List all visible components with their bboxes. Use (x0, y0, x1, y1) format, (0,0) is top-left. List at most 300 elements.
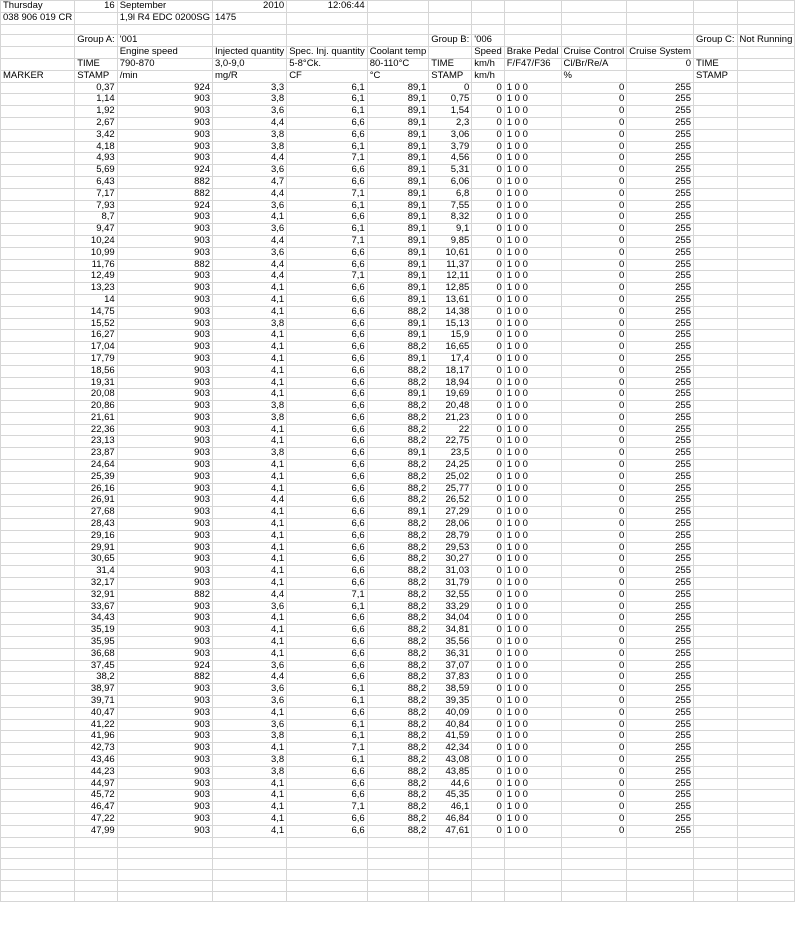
data-cell[interactable]: 0 (561, 436, 627, 448)
data-cell[interactable]: 88,2 (367, 342, 429, 354)
data-cell[interactable]: 255 (627, 460, 694, 472)
data-cell[interactable]: 1 0 0 (504, 589, 561, 601)
data-cell[interactable]: 12,11 (429, 271, 472, 283)
data-cell[interactable]: 903 (117, 212, 212, 224)
marker-cell[interactable] (1, 637, 75, 649)
data-cell[interactable]: 0 (561, 495, 627, 507)
header-cell[interactable] (472, 12, 504, 24)
data-cell[interactable]: 15,9 (429, 330, 472, 342)
empty-cell[interactable] (737, 869, 795, 880)
header-cell[interactable]: 5-8°Ck. (287, 58, 368, 70)
empty-cell[interactable] (504, 859, 561, 870)
data-cell[interactable]: 903 (117, 684, 212, 696)
data-cell[interactable]: 0 (561, 247, 627, 259)
data-cell[interactable]: 17,4 (429, 353, 472, 365)
data-cell[interactable]: 7,1 (287, 188, 368, 200)
data-cell[interactable]: 0 (472, 707, 504, 719)
data-cell[interactable]: 903 (117, 519, 212, 531)
data-cell[interactable]: 903 (117, 566, 212, 578)
empty-cell[interactable] (737, 460, 795, 472)
data-cell[interactable]: 0 (561, 637, 627, 649)
data-cell[interactable]: 4,1 (213, 802, 287, 814)
data-cell[interactable]: 0,75 (429, 94, 472, 106)
empty-cell[interactable] (737, 1, 795, 13)
empty-cell[interactable] (737, 294, 795, 306)
data-cell[interactable]: 34,04 (429, 613, 472, 625)
header-cell[interactable] (75, 24, 118, 35)
data-cell[interactable]: 6,6 (287, 483, 368, 495)
empty-cell[interactable] (472, 848, 504, 859)
data-cell[interactable]: 6,6 (287, 825, 368, 837)
data-cell[interactable]: 35,19 (75, 625, 118, 637)
empty-cell[interactable] (287, 880, 368, 891)
marker-cell[interactable] (1, 613, 75, 625)
data-cell[interactable]: 46,1 (429, 802, 472, 814)
data-cell[interactable]: 6,1 (287, 141, 368, 153)
data-cell[interactable]: 0 (472, 519, 504, 531)
data-cell[interactable]: 0 (472, 660, 504, 672)
data-cell[interactable]: 255 (627, 235, 694, 247)
marker-cell[interactable] (1, 790, 75, 802)
data-cell[interactable]: 5,31 (429, 165, 472, 177)
header-cell[interactable]: TIME (694, 58, 738, 70)
data-cell[interactable]: 903 (117, 94, 212, 106)
data-cell[interactable]: 9,1 (429, 224, 472, 236)
empty-cell[interactable] (287, 869, 368, 880)
data-cell[interactable]: 903 (117, 530, 212, 542)
data-cell[interactable]: 0 (561, 117, 627, 129)
data-cell[interactable]: 29,16 (75, 530, 118, 542)
data-cell[interactable]: 0 (472, 778, 504, 790)
data-cell[interactable]: 12,49 (75, 271, 118, 283)
data-cell[interactable]: 88,2 (367, 365, 429, 377)
data-cell[interactable]: 0 (561, 554, 627, 566)
empty-cell[interactable] (75, 880, 118, 891)
data-cell[interactable]: 6,6 (287, 460, 368, 472)
data-cell[interactable]: 89,1 (367, 294, 429, 306)
header-cell[interactable] (287, 24, 368, 35)
data-cell[interactable]: 0 (561, 460, 627, 472)
marker-cell[interactable] (1, 825, 75, 837)
marker-cell[interactable] (1, 412, 75, 424)
data-cell[interactable]: 4,93 (75, 153, 118, 165)
data-cell[interactable]: 89,1 (367, 448, 429, 460)
data-cell[interactable]: 0 (561, 707, 627, 719)
empty-cell[interactable] (737, 613, 795, 625)
header-cell[interactable]: 3,0-9,0 (213, 58, 287, 70)
empty-cell[interactable] (737, 483, 795, 495)
data-cell[interactable]: 88,2 (367, 460, 429, 472)
data-cell[interactable]: 88,2 (367, 743, 429, 755)
empty-cell[interactable] (504, 891, 561, 902)
data-cell[interactable]: 0 (561, 165, 627, 177)
data-cell[interactable]: 25,02 (429, 471, 472, 483)
data-cell[interactable]: 88,2 (367, 578, 429, 590)
data-cell[interactable]: 1 0 0 (504, 353, 561, 365)
data-cell[interactable]: 17,79 (75, 353, 118, 365)
data-cell[interactable]: 31,79 (429, 578, 472, 590)
data-cell[interactable]: 0 (561, 200, 627, 212)
empty-cell[interactable] (694, 790, 738, 802)
data-cell[interactable]: 46,47 (75, 802, 118, 814)
data-cell[interactable]: 0 (561, 294, 627, 306)
data-cell[interactable]: 1 0 0 (504, 813, 561, 825)
header-cell[interactable]: Not Running (737, 35, 795, 47)
data-cell[interactable]: 903 (117, 471, 212, 483)
data-cell[interactable]: 255 (627, 412, 694, 424)
data-cell[interactable]: 29,53 (429, 542, 472, 554)
data-cell[interactable]: 903 (117, 129, 212, 141)
data-cell[interactable]: 1 0 0 (504, 377, 561, 389)
empty-cell[interactable] (694, 684, 738, 696)
data-cell[interactable]: 255 (627, 790, 694, 802)
data-cell[interactable]: 21,23 (429, 412, 472, 424)
data-cell[interactable]: 27,68 (75, 507, 118, 519)
data-cell[interactable]: 0 (561, 648, 627, 660)
data-cell[interactable]: 255 (627, 389, 694, 401)
empty-cell[interactable] (737, 224, 795, 236)
data-cell[interactable]: 88,2 (367, 483, 429, 495)
header-cell[interactable] (287, 35, 368, 47)
empty-cell[interactable] (367, 859, 429, 870)
data-cell[interactable]: 3,6 (213, 660, 287, 672)
data-cell[interactable]: 903 (117, 755, 212, 767)
data-cell[interactable]: 255 (627, 283, 694, 295)
data-cell[interactable]: 903 (117, 377, 212, 389)
marker-cell[interactable] (1, 330, 75, 342)
header-cell[interactable] (367, 35, 429, 47)
data-cell[interactable]: 882 (117, 589, 212, 601)
data-cell[interactable]: 1 0 0 (504, 613, 561, 625)
empty-cell[interactable] (561, 848, 627, 859)
data-cell[interactable]: 0 (472, 507, 504, 519)
empty-cell[interactable] (694, 129, 738, 141)
data-cell[interactable]: 3,8 (213, 448, 287, 460)
data-cell[interactable]: 255 (627, 495, 694, 507)
data-cell[interactable]: 6,6 (287, 401, 368, 413)
data-cell[interactable]: 6,6 (287, 448, 368, 460)
empty-cell[interactable] (117, 891, 212, 902)
marker-cell[interactable] (1, 719, 75, 731)
marker-cell[interactable] (1, 259, 75, 271)
header-cell[interactable]: /min (117, 70, 212, 82)
marker-cell[interactable] (1, 589, 75, 601)
data-cell[interactable]: 26,52 (429, 495, 472, 507)
marker-cell[interactable] (1, 554, 75, 566)
data-cell[interactable]: 7,1 (287, 743, 368, 755)
data-cell[interactable]: 0 (561, 719, 627, 731)
data-cell[interactable]: 0 (561, 743, 627, 755)
data-cell[interactable]: 6,6 (287, 507, 368, 519)
empty-cell[interactable] (694, 731, 738, 743)
data-cell[interactable]: 6,6 (287, 212, 368, 224)
empty-cell[interactable] (367, 848, 429, 859)
data-cell[interactable]: 3,6 (213, 719, 287, 731)
data-cell[interactable]: 903 (117, 578, 212, 590)
data-cell[interactable]: 45,35 (429, 790, 472, 802)
data-cell[interactable]: 1 0 0 (504, 294, 561, 306)
data-cell[interactable]: 0 (472, 141, 504, 153)
data-cell[interactable]: 903 (117, 495, 212, 507)
empty-cell[interactable] (737, 859, 795, 870)
data-cell[interactable]: 3,8 (213, 412, 287, 424)
data-cell[interactable]: 6,43 (75, 176, 118, 188)
data-cell[interactable]: 88,2 (367, 566, 429, 578)
header-cell[interactable]: Cl/Br/Re/A (561, 58, 627, 70)
data-cell[interactable]: 0 (561, 601, 627, 613)
data-cell[interactable]: 255 (627, 94, 694, 106)
data-cell[interactable]: 29,91 (75, 542, 118, 554)
header-cell[interactable] (627, 1, 694, 13)
data-cell[interactable]: 903 (117, 719, 212, 731)
empty-cell[interactable] (737, 271, 795, 283)
marker-cell[interactable] (1, 471, 75, 483)
data-cell[interactable]: 0 (472, 530, 504, 542)
data-cell[interactable]: 255 (627, 601, 694, 613)
data-cell[interactable]: 4,1 (213, 389, 287, 401)
empty-cell[interactable] (737, 554, 795, 566)
data-cell[interactable]: 1 0 0 (504, 471, 561, 483)
data-cell[interactable]: 0 (472, 755, 504, 767)
data-cell[interactable]: 35,56 (429, 637, 472, 649)
header-cell[interactable]: MARKER (1, 70, 75, 82)
data-cell[interactable]: 6,1 (287, 224, 368, 236)
data-cell[interactable]: 255 (627, 153, 694, 165)
data-cell[interactable]: 6,1 (287, 755, 368, 767)
data-cell[interactable]: 1 0 0 (504, 106, 561, 118)
data-cell[interactable]: 0 (561, 424, 627, 436)
data-cell[interactable]: 6,1 (287, 731, 368, 743)
data-cell[interactable]: 924 (117, 200, 212, 212)
data-cell[interactable]: 17,04 (75, 342, 118, 354)
empty-cell[interactable] (504, 837, 561, 848)
empty-cell[interactable] (694, 542, 738, 554)
data-cell[interactable]: 0 (472, 235, 504, 247)
data-cell[interactable]: 32,55 (429, 589, 472, 601)
data-cell[interactable]: 89,1 (367, 271, 429, 283)
empty-cell[interactable] (504, 848, 561, 859)
data-cell[interactable]: 6,1 (287, 719, 368, 731)
data-cell[interactable]: 4,1 (213, 483, 287, 495)
data-cell[interactable]: 1 0 0 (504, 825, 561, 837)
data-cell[interactable]: 4,1 (213, 613, 287, 625)
data-cell[interactable]: 255 (627, 542, 694, 554)
data-cell[interactable]: 4,1 (213, 530, 287, 542)
empty-cell[interactable] (694, 235, 738, 247)
empty-cell[interactable] (694, 637, 738, 649)
data-cell[interactable]: 0 (472, 94, 504, 106)
empty-cell[interactable] (75, 837, 118, 848)
empty-cell[interactable] (694, 589, 738, 601)
data-cell[interactable]: 31,4 (75, 566, 118, 578)
data-cell[interactable]: 42,34 (429, 743, 472, 755)
header-cell[interactable]: STAMP (694, 70, 738, 82)
empty-cell[interactable] (694, 94, 738, 106)
empty-cell[interactable] (737, 648, 795, 660)
empty-cell[interactable] (694, 436, 738, 448)
header-cell[interactable] (694, 12, 738, 24)
data-cell[interactable]: 903 (117, 412, 212, 424)
data-cell[interactable]: 4,1 (213, 330, 287, 342)
data-cell[interactable]: 30,65 (75, 554, 118, 566)
data-cell[interactable]: 255 (627, 129, 694, 141)
data-cell[interactable]: 16,27 (75, 330, 118, 342)
data-cell[interactable]: 89,1 (367, 129, 429, 141)
empty-cell[interactable] (694, 471, 738, 483)
marker-cell[interactable] (1, 483, 75, 495)
data-cell[interactable]: 4,7 (213, 176, 287, 188)
data-cell[interactable]: 88,2 (367, 813, 429, 825)
data-cell[interactable]: 0 (472, 153, 504, 165)
data-cell[interactable]: 1,14 (75, 94, 118, 106)
empty-cell[interactable] (694, 247, 738, 259)
data-cell[interactable]: 6,1 (287, 200, 368, 212)
data-cell[interactable]: 4,1 (213, 825, 287, 837)
data-cell[interactable]: 6,1 (287, 82, 368, 94)
header-cell[interactable]: '006 (472, 35, 504, 47)
empty-cell[interactable] (737, 891, 795, 902)
data-cell[interactable]: 88,2 (367, 601, 429, 613)
data-cell[interactable]: 255 (627, 165, 694, 177)
data-cell[interactable]: 903 (117, 554, 212, 566)
data-cell[interactable]: 4,56 (429, 153, 472, 165)
data-cell[interactable]: 0 (561, 483, 627, 495)
empty-cell[interactable] (694, 318, 738, 330)
data-cell[interactable]: 1,54 (429, 106, 472, 118)
empty-cell[interactable] (694, 891, 738, 902)
data-cell[interactable]: 1 0 0 (504, 165, 561, 177)
data-cell[interactable]: 0 (561, 224, 627, 236)
empty-cell[interactable] (737, 672, 795, 684)
data-cell[interactable]: 903 (117, 601, 212, 613)
data-cell[interactable]: 255 (627, 471, 694, 483)
empty-cell[interactable] (1, 891, 75, 902)
data-cell[interactable]: 1 0 0 (504, 129, 561, 141)
data-cell[interactable]: 88,2 (367, 684, 429, 696)
data-cell[interactable]: 0 (561, 448, 627, 460)
data-cell[interactable]: 1 0 0 (504, 365, 561, 377)
data-cell[interactable]: 1 0 0 (504, 542, 561, 554)
data-cell[interactable]: 88,2 (367, 802, 429, 814)
empty-cell[interactable] (694, 483, 738, 495)
header-cell[interactable]: CF (287, 70, 368, 82)
empty-cell[interactable] (737, 153, 795, 165)
data-cell[interactable]: 255 (627, 117, 694, 129)
data-cell[interactable]: 89,1 (367, 82, 429, 94)
data-cell[interactable]: 0 (561, 141, 627, 153)
marker-cell[interactable] (1, 530, 75, 542)
data-cell[interactable]: 255 (627, 755, 694, 767)
data-cell[interactable]: 1 0 0 (504, 318, 561, 330)
marker-cell[interactable] (1, 648, 75, 660)
data-cell[interactable]: 38,97 (75, 684, 118, 696)
data-cell[interactable]: 4,18 (75, 141, 118, 153)
data-cell[interactable]: 255 (627, 318, 694, 330)
data-cell[interactable]: 903 (117, 613, 212, 625)
empty-cell[interactable] (694, 165, 738, 177)
data-cell[interactable]: 1 0 0 (504, 707, 561, 719)
data-cell[interactable]: 0 (561, 672, 627, 684)
data-cell[interactable]: 9,85 (429, 235, 472, 247)
header-cell[interactable]: km/h (472, 58, 504, 70)
empty-cell[interactable] (737, 566, 795, 578)
data-cell[interactable]: 0 (561, 353, 627, 365)
data-cell[interactable]: 35,95 (75, 637, 118, 649)
empty-cell[interactable] (694, 294, 738, 306)
data-cell[interactable]: 1 0 0 (504, 247, 561, 259)
data-cell[interactable]: 255 (627, 637, 694, 649)
empty-cell[interactable] (694, 613, 738, 625)
data-cell[interactable]: 882 (117, 188, 212, 200)
data-cell[interactable]: 903 (117, 460, 212, 472)
data-cell[interactable]: 25,77 (429, 483, 472, 495)
marker-cell[interactable] (1, 707, 75, 719)
data-cell[interactable]: 1 0 0 (504, 578, 561, 590)
data-cell[interactable]: 0 (472, 813, 504, 825)
data-cell[interactable]: 89,1 (367, 283, 429, 295)
data-cell[interactable]: 0 (561, 802, 627, 814)
data-cell[interactable]: 88,2 (367, 377, 429, 389)
data-cell[interactable]: 20,86 (75, 401, 118, 413)
empty-cell[interactable] (694, 153, 738, 165)
data-cell[interactable]: 3,6 (213, 165, 287, 177)
empty-cell[interactable] (737, 696, 795, 708)
data-cell[interactable]: 0 (561, 259, 627, 271)
empty-cell[interactable] (694, 424, 738, 436)
data-cell[interactable]: 1 0 0 (504, 153, 561, 165)
data-cell[interactable]: 0 (472, 412, 504, 424)
data-cell[interactable]: 47,61 (429, 825, 472, 837)
marker-cell[interactable] (1, 129, 75, 141)
data-cell[interactable]: 1 0 0 (504, 719, 561, 731)
marker-cell[interactable] (1, 778, 75, 790)
marker-cell[interactable] (1, 802, 75, 814)
empty-cell[interactable] (694, 401, 738, 413)
empty-cell[interactable] (694, 859, 738, 870)
header-cell[interactable]: Injected quantity (213, 47, 287, 59)
data-cell[interactable]: 6,6 (287, 436, 368, 448)
data-cell[interactable]: 10,24 (75, 235, 118, 247)
data-cell[interactable]: 882 (117, 672, 212, 684)
empty-cell[interactable] (694, 755, 738, 767)
empty-cell[interactable] (737, 507, 795, 519)
data-cell[interactable]: 3,8 (213, 766, 287, 778)
empty-cell[interactable] (694, 880, 738, 891)
data-cell[interactable]: 255 (627, 483, 694, 495)
empty-cell[interactable] (117, 869, 212, 880)
data-cell[interactable]: 0 (472, 318, 504, 330)
data-cell[interactable]: 903 (117, 696, 212, 708)
data-cell[interactable]: 255 (627, 825, 694, 837)
data-cell[interactable]: 6,6 (287, 637, 368, 649)
data-cell[interactable]: 6,6 (287, 660, 368, 672)
marker-cell[interactable] (1, 672, 75, 684)
data-cell[interactable]: 89,1 (367, 106, 429, 118)
data-cell[interactable]: 6,6 (287, 365, 368, 377)
data-cell[interactable]: 255 (627, 342, 694, 354)
header-cell[interactable]: Group A: (75, 35, 118, 47)
marker-cell[interactable] (1, 283, 75, 295)
data-cell[interactable]: 903 (117, 766, 212, 778)
empty-cell[interactable] (561, 837, 627, 848)
header-cell[interactable] (429, 47, 472, 59)
data-cell[interactable]: 1 0 0 (504, 235, 561, 247)
data-cell[interactable]: 1 0 0 (504, 176, 561, 188)
data-cell[interactable]: 13,23 (75, 283, 118, 295)
data-cell[interactable]: 12,85 (429, 283, 472, 295)
header-cell[interactable] (561, 35, 627, 47)
data-cell[interactable]: 4,1 (213, 436, 287, 448)
